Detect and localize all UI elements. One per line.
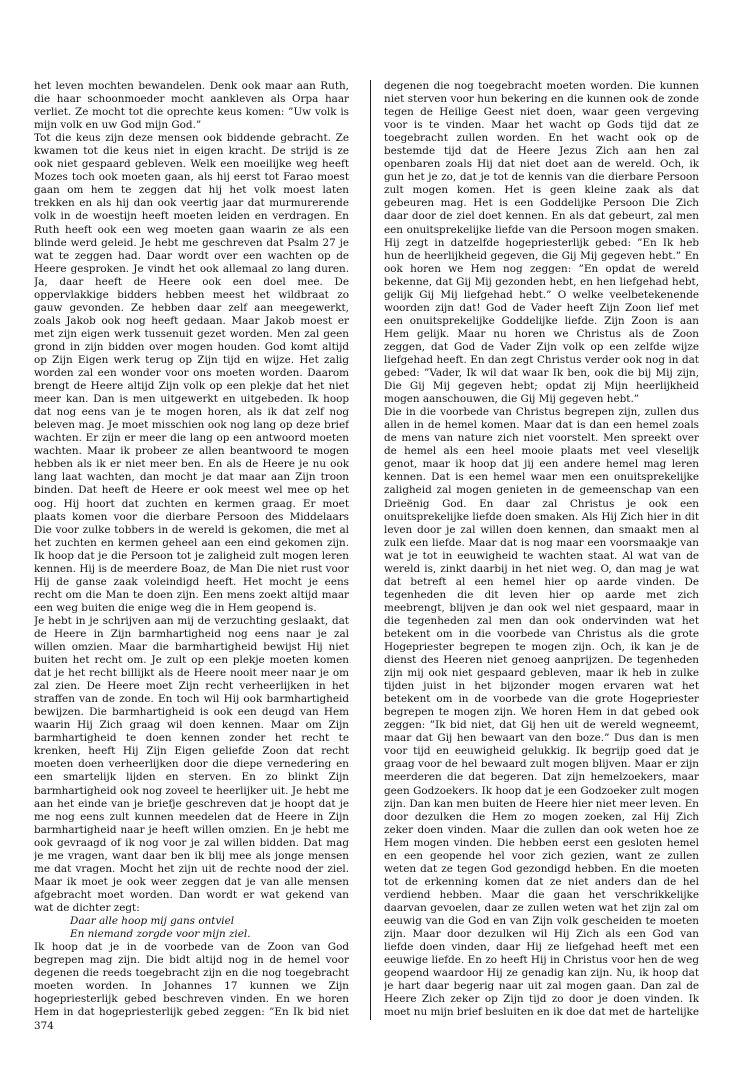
page-number: 374 xyxy=(34,1020,54,1032)
left-column xyxy=(34,80,349,1020)
paragraph: Ik hoop dat je in de voorbede van de Zoon van God begrepen mag zijn. Die bidt altijd nog in de hemel voor degenen die reeds toegebracht zijn en die nog toegebracht moeten worden. In Johannes 17 kunnen we Zijn hogepriesterlijk gebed beschreven vinden. En we horen Hem in dat hogepriesterlijk gebed zeggen: ”En Ik bid niet xyxy=(34,941,349,1019)
paragraph: Die in die voorbede van Christus begrepen zijn, zullen dus allen in de hemel komen. Maar dat is dan een hemel zoals de mens van nature zich niet voorstelt. Men spreekt over de hemel als een heel mooie plaats met veel vleselijk genot, maar ik hoop dat jij een andere hemel mag leren kennen. Dat is een hemel waar men een onuitsprekelijke zaligheid zal mogen genieten in de gemeenschap van een Drieënig God. En daar zal Christus je ook een onuitsprekelijke liefde doen smaken. Als Hij Zich hier in dit leven door je zal willen doen kennen, dan smaakt men al zulk een liefde. Maar dat is nog maar een voorsmaakje van wat je tot in eeuwigheid te wachten staat. Al wat van de wereld is, zinkt daarbij in het niet weg. O, dan mag je wat dat betreft al een hemel hier op aarde vinden. De tegenheden die dit leven hier op aarde met zich meebrengt, blijven je dan ook wel niet gespaard, maar in die tegenheden zal men dan ook ondervinden wat het betekent om in die voorbede van Christus als die grote Hogepriester begrepen te mogen zijn. Och, ik kan je de dienst des Heeren niet genoeg aanprijzen. De tegenheden zijn mij ook niet gespaard gebleven, maar ik heb in zulke tijden juist in het bijzonder mogen ervaren wat het betekent om in de voorbede van die grote Hogepriester begrepen te mogen zijn. We horen Hem in dat gebed ook zeggen: ”Ik bid niet, dat Gij hen uit de wereld wegneemt, maar dat Gij hen bewaart van den boze.” Dus dan is men voor tijd en eeuwigheid gelukkig. Ik begrijp goed dat je graag voor de hel bewaard zult mogen blijven. Maar er zijn meerderen die dat begeren. Dat zijn hemelzoekers, maar geen Godzoekers. Ik hoop dat je een Godzoeker zult mogen zijn. Dan kan men buiten de Heere hier niet meer leven. En door dezulken die Hem zo mogen zoeken, zal Hij Zich zeker doen vinden. Maar die zullen dan ook weten hoe ze Hem mogen vinden. Die hebben eerst een gesloten hemel en een geopende hel voor zich gezien, want ze zullen weten dat ze tegen God gezondigd hebben. En die moeten tot de erkenning komen dat ze niet anders dan de hel verdiend hebben. Maar die gaan het verschrikkelijke daarvan gevoelen, daar ze zullen weten wat het zijn zal om eeuwig van die God en van Zijn volk gescheiden te moeten zijn. Maar door dezulken wil Hij Zich als een God van liefde doen vinden, daar Hij ze liefgehad heeft met een eeuwige liefde. En zo heeft Hij in Christus voor hen de weg geopend waardoor Hij ze genadig kan zijn. Nu, ik hoop dat je hart daar begerig naar uit zal mogen gaan. Dan zal de Heere Zich zeker op Zijn tijd zo door je doen vinden. Ik moet nu mijn brief besluiten en ik doe dat met de hartelijke xyxy=(384,406,699,1019)
paragraph: Je hebt in je schrijven aan mij de verzuchting geslaakt, dat de Heere in Zijn barmhartigheid nog eens naar je zal willen omzien. Maar die barmhartigheid bewijst Hij niet buiten het recht om. Je zult op een plekje moeten komen dat je het recht billijkt als de Heere nooit meer naar je om zal zien. De Heere moet Zijn recht verheerlijken in het straffen van de zonde. En toch wil Hij ook barmhartigheid bewijzen. Die barmhartigheid is ook een deugd van Hem waarin Hij Zich graag wil doen kennen. Maar om Zijn barmhartigheid te doen kennen zonder het recht te krenken, heeft Hij Zijn Eigen geliefde Zoon dat recht moeten doen verheerlijken door die diepe vernedering en een smartelijk lijden en sterven. En zo blinkt Zijn barmhartigheid ook nog zoveel te heerlijker uit. Je hebt me aan het einde van je briefje geschreven dat je hoopt dat je me nog eens zult kunnen meedelen dat de Heere in Zijn barmhartigheid naar je heeft willen omzien. En je hebt me ook gevraagd of ik nog voor je zal willen bidden. Dat mag je me vragen, want daar ben ik blij mee als jonge mensen me dat vragen. Mocht het zijn uit de rechte nood der ziel. Maar ik moet je ook weer zeggen dat je van alle mensen afgebracht moet worden. Dan wordt er wat gekend van wat de dichter zegt: xyxy=(34,614,349,914)
poem-line: En niemand zorgde voor mijn ziel. xyxy=(70,928,251,941)
paragraph: degenen die nog toegebracht moeten worden. Die kunnen niet sterven voor hun bekering en die kunnen ook de zonde tegen de Heilige Geest niet doen, waar geen vergeving voor is te vinden. Maar het wacht op Gods tijd dat ze toegebracht zullen worden. En het wacht ook op de bestemde tijd dat de Heere Jezus Zich aan hen zal openbaren zoals Hij dat niet doet aan de wereld. Och, ik gun het je zo, dat je tot de kennis van die dierbare Persoon zult mogen komen. Het is geen kleine zaak als dat gebeuren mag. Het is een Goddelijke Persoon Die Zich daar door de ziel doet kennen. En als dat gebeurt, zal men een onuitsprekelijke liefde van die Persoon mogen smaken. Hij zegt in datzelfde hogepriesterlijk gebed: ”En Ik heb hun de heerlijkheid gegeven, die Gij Mij gegeven hebt.” En ook horen we Hem nog zeggen: ”En opdat de wereld bekenne, dat Gij Mij gezonden hebt, en hen liefgehad hebt, gelijk Gij Mij liefgehad hebt.” O welke veelbetekenende woorden zijn dat! God de Vader heeft Zijn Zoon lief met een onuitsprekelijke Goddelijke liefde. Zijn Zoon is aan Hem gelijk. Maar nu horen we Christus als de Zoon zeggen, dat God de Vader Zijn volk op een zelfde wijze liefgehad heeft. En dan zegt Christus verder ook nog in dat gebed: ”Vader, Ik wil dat waar Ik ben, ook die bij Mij zijn, Die Gij Mij gegeven hebt; opdat zij Mijn heerlijkheid mogen aanschouwen, die Gij Mij gegeven hebt.” xyxy=(384,80,699,406)
right-column xyxy=(384,80,699,1020)
paragraph: Tot die keus zijn deze mensen ook biddende gebracht. Ze kwamen tot die keus niet in eigen kracht. De strijd is ze ook niet gespaard gebleven. Welk een moeilijke weg heeft Mozes toch ook moeten gaan, als hij eerst tot Farao moest gaan om hem te zeggen dat hij het volk moest laten trekken en als hij dan ook veertig jaar dat murmurerende volk in de woestijn heeft moeten leiden en verdragen. En Ruth heeft ook een weg moeten gaan waarin ze als een blinde werd geleid. Je hebt me geschreven dat Psalm 27 je wat te zeggen had. Daar wordt over een wachten op de Heere gesproken. Je vindt het ook allemaal zo lang duren. Ja, daar heeft de Heere ook een doel mee. De oppervlakkige bidders hebben meest het wildbraat zo gauw gevonden. Ze hebben daar zelf aan meegewerkt, zoals Jakob ook nog heeft gedaan. Maar Jakob moest er met zijn eigen werk tussenuit gezet worden. Men zal geen grond in zijn bidden over mogen houden. God komt altijd op Zijn Eigen werk terug op Zijn tijd en wijze. Het zalig worden zal een wonder voor ons moeten worden. Daarom brengt de Heere altijd Zijn volk op een plekje dat het niet meer kan. Dan is men uitgewerkt en uitgebeden. Ik hoop dat nog eens van je te mogen horen, als ik dat zelf nog beleven mag. Je moet misschien ook nog lang op deze brief wachten. Er zijn er meer die lang op een antwoord moeten wachten. Maar ik probeer ze allen beantwoord te mogen hebben als ik er niet meer ben. En als de Heere je nu ook lang laat wachten, dan mocht je dat maar aan Zijn troon binden. Dat heeft de Heere er ook meest wel mee op het oog. Hij hoort dat zuchten en kermen graag. Er moet plaats komen voor die dierbare Persoon des Middelaars Die voor zulke tobbers in de wereld is gekomen, die met al het zuchten en kermen geheel aan een eind gekomen zijn. Ik hoop dat je die Persoon tot je zaligheid zult mogen leren kennen. Hij is de meerdere Boaz, de Man Die niet rust voor Hij de ganse zaak voleindigd heeft. Het mocht je eens recht om die Man te doen zijn. Een mens zoekt altijd maar een weg buiten die enige weg die in Hem geopend is. xyxy=(34,132,349,614)
column-divider xyxy=(370,80,371,1020)
paragraph: het leven mochten bewandelen. Denk ook maar aan Ruth, die haar schoonmoeder mocht aankleven als Orpa haar verliet. Ze mocht tot die oprechte keus komen: ”Uw volk is mijn volk en uw God mijn God.” xyxy=(34,80,349,132)
poem-line: Daar alle hoop mij gans ontviel xyxy=(70,915,235,927)
